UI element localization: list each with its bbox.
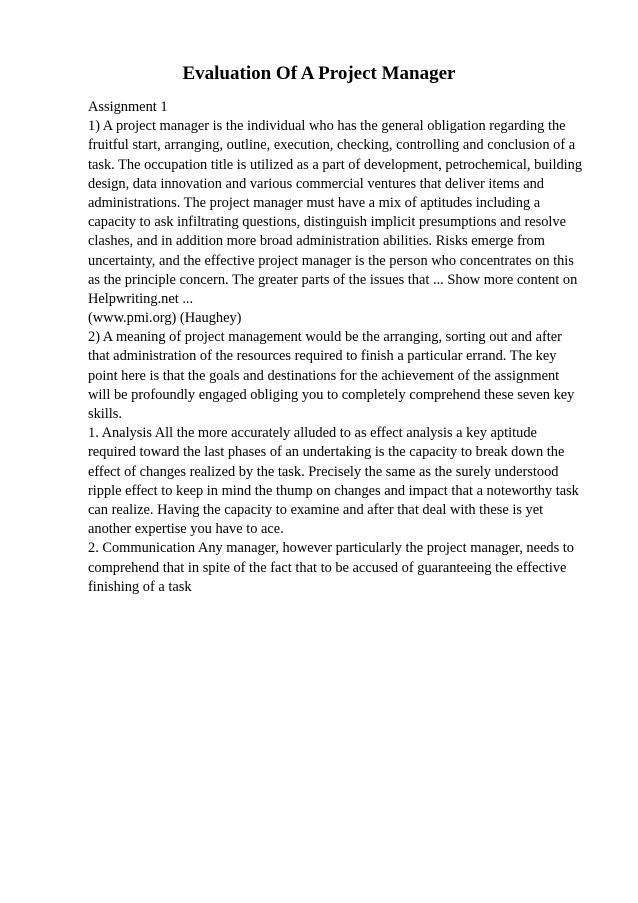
text-line: comprehend that in spite of the fact that to be accused of guaranteeing the effective	[88, 559, 567, 576]
text-line: will be profoundly engaged obliging you to completely comprehend these seven key	[88, 386, 575, 403]
text-line: clashes, and in addition more broad administration abilities. Risks emerge from	[88, 233, 545, 250]
text-line: skills.	[88, 406, 122, 422]
text-line: finishing of a task	[88, 578, 192, 595]
text-line: as the principle concern. The greater parts of the issues that ... Show more content on	[88, 271, 578, 288]
text-line: uncertainty, and the effective project manager is the person who concentrates on this	[88, 252, 574, 269]
text-line: administrations. The project manager must have a mix of aptitudes including a	[88, 194, 541, 211]
text-line: Helpwriting.net ...	[88, 290, 194, 307]
text-line: that administration of the resources required to finish a particular errand. The key	[88, 348, 557, 365]
text-line: fruitful start, arranging, outline, execution, checking, controlling and conclusion of a	[88, 137, 576, 154]
text-line: design, data innovation and various commercial ventures that deliver items and	[88, 175, 544, 192]
text-line: effect of changes realized by the task. Precisely the same as the surely understood	[88, 463, 559, 480]
text-line: can realize. Having the capacity to examine and after that deal with these is yet	[88, 501, 544, 518]
text-line: capacity to ask infiltrating questions, distinguish implicit presumptions and resolve	[88, 214, 567, 231]
text-line: 1) A project manager is the individual who has the general obligation regarding the	[88, 118, 566, 135]
text-line: 2) A meaning of project management would be the arranging, sorting out and after	[88, 329, 562, 346]
text-line: another expertise you have to ace.	[88, 521, 284, 538]
text-line: (www.pmi.org) (Haughey)	[88, 310, 242, 327]
text-line: ripple effect to keep in mind the thump on changes and impact that a noteworthy task	[88, 482, 579, 499]
text-line: Assignment 1	[88, 99, 168, 115]
text-line: 1. Analysis All the more accurately alluded to as effect analysis a key aptitude	[88, 425, 537, 442]
text-line: 2. Communication Any manager, however particularly the project manager, needs to	[88, 540, 574, 557]
document-title: Evaluation Of A Project Manager	[182, 63, 456, 84]
text-line: point here is that the goals and destinations for the achievement of the assignment	[88, 367, 560, 384]
text-line: required toward the last phases of an undertaking is the capacity to break down the	[88, 444, 565, 461]
document-body	[88, 98, 608, 597]
text-line: task. The occupation title is utilized as a part of development, petrochemical, building	[88, 156, 583, 173]
